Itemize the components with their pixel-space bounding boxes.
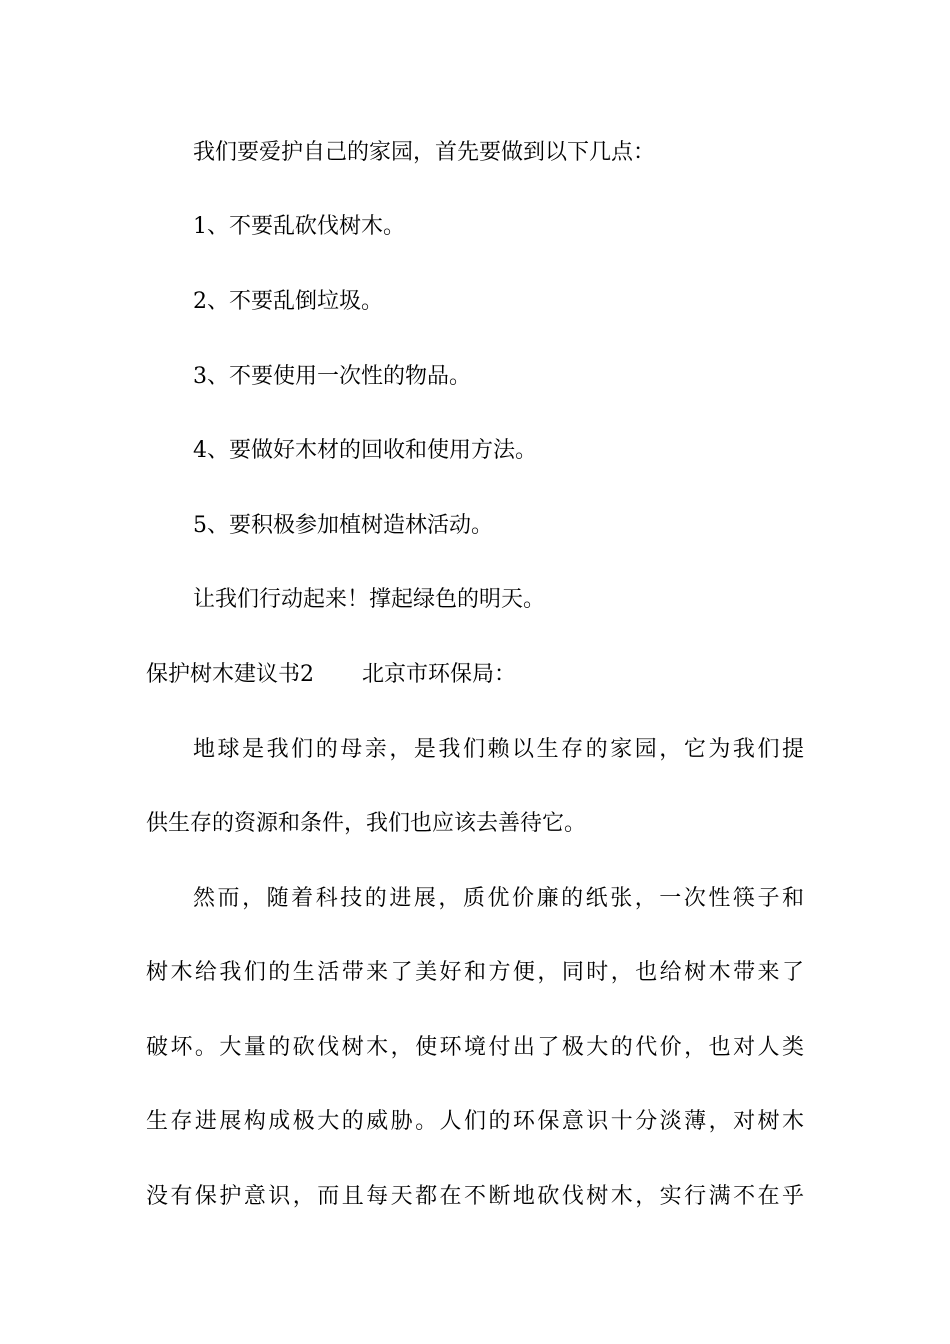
recipient-line: 北京市环保局： (362, 662, 517, 687)
body-line: 地球是我们的母亲，是我们赖以生存的家园，它为我们提 (193, 737, 804, 762)
document-title: 保护树木建议书2 (146, 662, 314, 687)
list-item: 3、不要使用一次性的物品。 (193, 364, 471, 389)
body-line: 供生存的资源和条件，我们也应该去善待它。 (146, 811, 587, 836)
section-heading (146, 660, 516, 690)
closing-paragraph: 让我们行动起来！撑起绿色的明天。 (193, 587, 546, 612)
body-line: 破坏。大量的砍伐树木，使环境付出了极大的代价，也对人类 (146, 1035, 804, 1060)
body-line: 然而，随着科技的进展，质优价廉的纸张，一次性筷子和 (193, 886, 804, 911)
list-item: 2、不要乱倒垃圾。 (193, 289, 383, 314)
intro-paragraph: 我们要爱护自己的家园，首先要做到以下几点： (193, 140, 656, 165)
list-item: 4、要做好木材的回收和使用方法。 (193, 438, 537, 463)
body-line: 没有保护意识，而且每天都在不断地砍伐树木，实行满不在乎 (146, 1184, 804, 1209)
list-item: 1、不要乱砍伐树木。 (193, 214, 405, 239)
body-line: 树木给我们的生活带来了美好和方便，同时，也给树木带来了 (146, 960, 804, 985)
list-item: 5、要积极参加植树造林活动。 (193, 513, 493, 538)
body-line: 生存进展构成极大的威胁。人们的环保意识十分淡薄，对树木 (146, 1109, 804, 1134)
